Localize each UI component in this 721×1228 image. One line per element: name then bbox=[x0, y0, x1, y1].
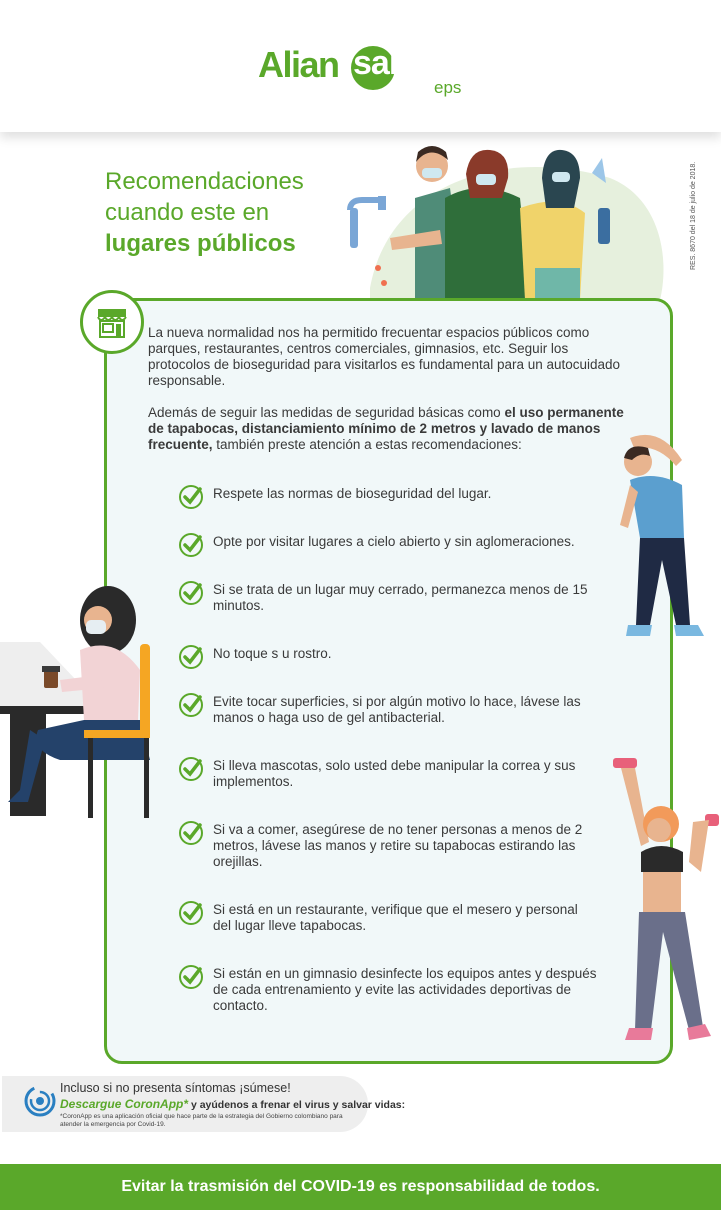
checkmark-icon bbox=[178, 900, 204, 926]
coronapp-headline: Incluso si no presenta síntomas ¡súmese! bbox=[60, 1081, 291, 1095]
checkmark-icon bbox=[178, 580, 204, 606]
list-item bbox=[178, 694, 598, 726]
coronapp-download-line: Descargue CoronApp* y ayúdenos a frenar el virus y salvar vidas: bbox=[60, 1097, 406, 1111]
list-item bbox=[178, 902, 598, 934]
list-item bbox=[178, 582, 598, 614]
checkmark-icon bbox=[178, 756, 204, 782]
logo-text-part1: Alian bbox=[258, 44, 339, 85]
list-item bbox=[178, 822, 598, 870]
checkmark-icon bbox=[178, 644, 204, 670]
recommendation-text: Evite tocar superficies, si por algún motivo lo hace, lávese las manos o haga uso de gel antibacterial. bbox=[213, 694, 581, 725]
recommendation-text: No toque s u rostro. bbox=[213, 646, 332, 661]
list-item bbox=[178, 534, 598, 558]
list-item bbox=[178, 758, 598, 790]
title-line-1: Recomendaciones bbox=[105, 168, 304, 195]
logo-sub: eps bbox=[434, 78, 462, 97]
title-line-2: cuando este en bbox=[105, 199, 270, 226]
recommendation-text: Si se trata de un lugar muy cerrado, permanezca menos de 15 minutos. bbox=[213, 582, 588, 613]
resolution-note: RES. 8670 del 18 de julio de 2018. bbox=[690, 161, 697, 270]
recommendation-text: Respete las normas de bioseguridad del lugar. bbox=[213, 486, 492, 501]
woman-at-table-illustration bbox=[0, 580, 160, 820]
aliansalud-logo bbox=[258, 44, 478, 104]
intro-paragraph-2: Además de seguir las medidas de seguridad básicas como el uso permanente de tapabocas, distanciamiento mínimo de 2 metros y lavado de manos frecuente, también preste atención a estas recomendaciones: bbox=[148, 405, 624, 452]
coronapp-icon bbox=[24, 1085, 56, 1117]
logo-text-part2: salud bbox=[353, 44, 437, 82]
intro-paragraph-1: La nueva normalidad nos ha permitido frecuentar espacios públicos como parques, restaurantes, centros comerciales, gimnasios, etc. Seguir los protocolos de bioseguridad para visitarlos es fundamental para un autocuidado responsable. bbox=[148, 325, 621, 388]
store-icon bbox=[80, 290, 144, 354]
recommendation-text: Si va a comer, asegúrese de no tener personas a menos de 2 metros, lávese las manos y retire su tapabocas estirando las orejillas. bbox=[213, 822, 583, 869]
man-stretching-illustration bbox=[610, 430, 720, 645]
checkmark-icon bbox=[178, 692, 204, 718]
recommendation-text: Si lleva mascotas, solo usted debe manipular la correa y sus implementos. bbox=[213, 758, 576, 789]
recommendation-text: Si están en un gimnasio desinfecte los equipos antes y después de cada entrenamiento y evite las actividades deportivas de contacto. bbox=[213, 966, 597, 1013]
list-item bbox=[178, 646, 598, 670]
list-item bbox=[178, 486, 598, 510]
checkmark-icon bbox=[178, 964, 204, 990]
bottom-banner-text: Evitar la trasmisión del COVID-19 es responsabilidad de todos. bbox=[121, 1178, 600, 1195]
recommendation-text: Opte por visitar lugares a cielo abierto y sin aglomeraciones. bbox=[213, 534, 575, 549]
recommendation-text: Si está en un restaurante, verifique que el mesero y personal del lugar lleve tapabocas. bbox=[213, 902, 578, 933]
page-title bbox=[105, 166, 304, 259]
coronapp-note: *CoronApp es una aplicación oficial que hace parte de la estrategia del Gobierno colombiano para atender la emergencia por Covid-19. bbox=[60, 1113, 343, 1128]
intro-text bbox=[148, 325, 633, 469]
checkmark-icon bbox=[178, 820, 204, 846]
coronapp-download-link[interactable]: Descargue CoronApp* bbox=[60, 1097, 189, 1111]
people-with-masks-illustration bbox=[330, 138, 670, 300]
checkmark-icon bbox=[178, 484, 204, 510]
woman-with-dumbbells-illustration bbox=[605, 752, 721, 1052]
title-line-3: lugares públicos bbox=[105, 230, 296, 257]
header bbox=[0, 0, 721, 132]
list-item bbox=[178, 966, 598, 1014]
checkmark-icon bbox=[178, 532, 204, 558]
